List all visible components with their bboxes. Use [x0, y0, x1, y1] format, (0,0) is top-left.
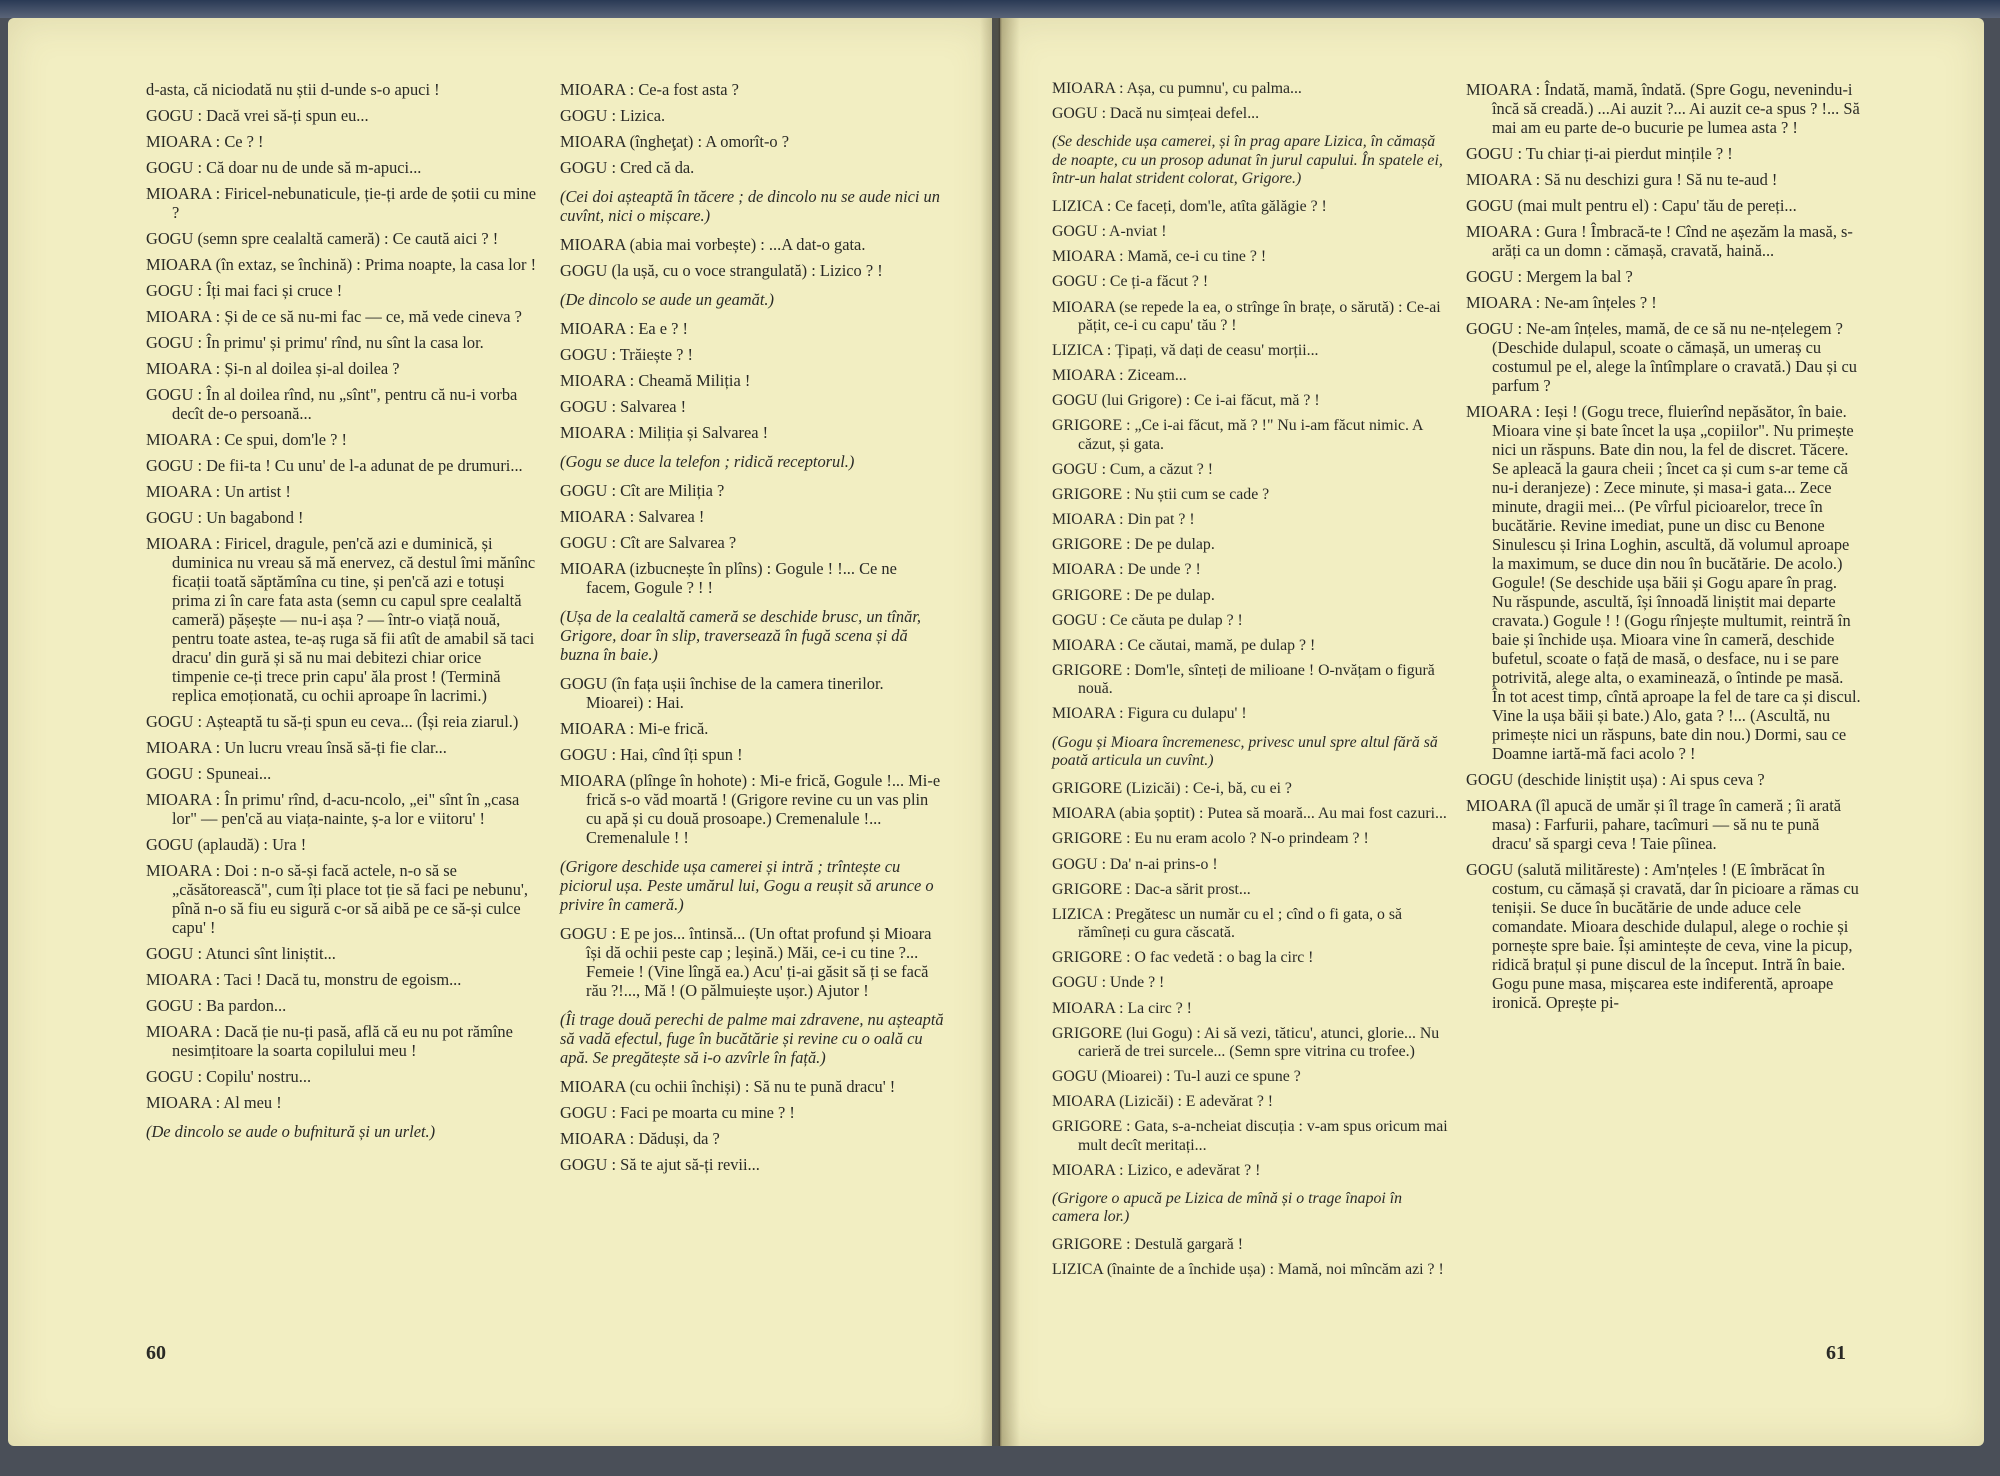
dialogue-line: GOGU : Un bagabond !	[146, 508, 304, 527]
dialogue-line: MIOARA : Un artist !	[146, 482, 291, 501]
dialogue-line: GOGU : Ce ți-a făcut ? !	[1052, 273, 1209, 291]
dialogue-line: GOGU : În primu' și primu' rînd, nu sînt la casa lor.	[146, 333, 484, 352]
stage-direction: (Gogu și Mioara încremenesc, privesc unul spre altul fără să poată articula un cuvînt.)	[1052, 733, 1438, 769]
dialogue-line: MIOARA (se repede la ea, o strînge în brațe, o sărută) : Ce-ai pățit, ce-i cu capu' tău ? !	[1052, 298, 1441, 334]
text-column-2	[560, 80, 945, 1181]
dialogue-line: GOGU : Unde ? !	[1052, 974, 1165, 992]
dialogue-line: MIOARA : Cheamă Miliția !	[560, 371, 751, 390]
dialogue-line: GRIGORE : De pe dulap.	[1052, 536, 1215, 554]
dialogue-line: GOGU : A-nviat !	[1052, 223, 1167, 241]
dialogue-line: GOGU (în fața ușii închise de la camera tinerilor. Mioarei) : Hai.	[560, 674, 884, 712]
dialogue-line: GOGU : Cît are Salvarea ?	[560, 533, 737, 552]
stage-direction: (Îi trage două perechi de palme mai zdravene, nu așteaptă să vadă efectul, fuge în bucătărie și revine cu o oală cu apă. Se pregătește să i-o azvîrle în față.)	[560, 1010, 944, 1067]
dialogue-line: GRIGORE : Dac-a sărit prost...	[1052, 880, 1251, 898]
page-number-left: 60	[146, 1342, 166, 1364]
dialogue-line: LIZICA : Ce faceți, dom'le, atîta gălăgie ? !	[1052, 197, 1327, 215]
text-column-4	[1466, 80, 1861, 1019]
dialogue-line: GOGU : Faci pe moarta cu mine ? !	[560, 1103, 795, 1122]
dialogue-line: GOGU : Cred că da.	[560, 158, 695, 177]
dialogue-line: GOGU : Mergem la bal ?	[1466, 267, 1633, 286]
dialogue-line: MIOARA : Lizico, e adevărat ? !	[1052, 1161, 1261, 1179]
dialogue-line: GOGU : În al doilea rînd, nu „sînt", pentru că nu-i vorba decît de-o persoană...	[146, 385, 518, 423]
dialogue-line: GRIGORE (Lizicăi) : Ce-i, bă, cu ei ?	[1052, 779, 1292, 797]
dialogue-line: GOGU : Cît are Miliția ?	[560, 481, 725, 500]
dialogue-line: MIOARA : Ieși ! (Gogu trece, fluierînd nepăsător, în baie. Mioara vine și bate încet la ușa „copiilor". Nu primește nici un răspuns. Bate din nou, la fel de discret. Tăcere. Se apleacă la gaura cheii ; încet ca și cum s-ar teme că nu-i deranjeze) : Zece minute, și masa-i gata... Zece minute, dragii mei... (Pe vîrful picioarelor, trece în bucătărie. Revine imediat, pune un disc cu Benone Sinulescu și Irina Loghin, ascultă, dă volumul aproape la maximum, se duce din nou în bucătărie. De acolo.) Gogule! (Se deschide ușa băii și Gogu apare în prag. Nu răspunde, ascultă, își înnoadă liniștit mai departe cravata.) Gogule ! ! (Gogu rînjește multumit, reintră în baie și închide ușa. Mioara vine în cameră, deschide bufetul, scoate o față de masă, o desface, nu i se pare potrivită, alege alta, o examinează, o întinde pe masă. În tot acest timp, cîntă aproape la fel de tare ca și discul. Vine la ușa băii și bate.) Alo, gata ? !... (Ascultă, nu primește nici un răspuns, bate din nou.) Dormi, sau ce Doamne iartă-mă faci acolo ? !	[1466, 402, 1861, 763]
book-gutter	[980, 18, 1020, 1446]
dialogue-line: MIOARA : În primu' rînd, d-acu-ncolo, „ei" sînt în „casa lor" — pen'că au viața-nainte, ș-a lor e viitoru' !	[146, 790, 520, 828]
dialogue-line: GRIGORE (lui Gogu) : Ai să vezi, tăticu', atunci, glorie... Nu carieră de trei surcele... (Semn spre vitrina cu trofee.)	[1052, 1024, 1440, 1060]
dialogue-line: MIOARA : Dacă ție nu-ți pasă, află că eu nu pot rămîne nesimțitoare la soarta copilului meu !	[146, 1022, 513, 1060]
dialogue-line: GRIGORE : De pe dulap.	[1052, 586, 1215, 604]
dialogue-line: GOGU : Ne-am înțeles, mamă, de ce să nu ne-nțelegem ? (Deschide dulapul, scoate o cămașă, un umeraș cu costumul pe el, alege la întîmplare o cravată.) Dau și cu parfum ?	[1466, 319, 1858, 395]
dialogue-line: GOGU (la ușă, cu o voce strangulată) : Lizico ? !	[560, 261, 883, 280]
dialogue-line: MIOARA : Și-n al doilea și-al doilea ?	[146, 359, 400, 378]
dialogue-line: GOGU : Lizica.	[560, 106, 666, 125]
book-cover-edge	[0, 0, 2000, 18]
dialogue-line: MIOARA (Lizicăi) : E adevărat ? !	[1052, 1093, 1274, 1111]
dialogue-line: GOGU : Cum, a căzut ? !	[1052, 460, 1213, 478]
text-column-1	[146, 80, 541, 1151]
dialogue-line: MIOARA (abia mai vorbește) : ...A dat-o gata.	[560, 235, 866, 254]
dialogue-line: MIOARA : Un lucru vreau însă să-ți fie clar...	[146, 738, 447, 757]
dialogue-line: MIOARA : Figura cu dulapu' !	[1052, 705, 1247, 723]
dialogue-line: MIOARA : Mamă, ce-i cu tine ? !	[1052, 248, 1267, 266]
stage-direction: (Ușa de la cealaltă cameră se deschide brusc, un tînăr, Grigore, doar în slip, traversează în fugă scena și dă buzna în baie.)	[560, 607, 921, 664]
dialogue-line: MIOARA : Ce spui, dom'le ? !	[146, 430, 347, 449]
dialogue-line: GRIGORE : Nu știi cum se cade ?	[1052, 485, 1270, 503]
dialogue-line: MIOARA (plînge în hohote) : Mi-e frică, Gogule !... Mi-e frică s-o văd moartă ! (Grigore revine cu un vas plin cu apă și cu două prosoape.) Cremenalule !... Cremenalule ! !	[560, 771, 941, 847]
dialogue-line: GOGU : Îți mai faci și cruce !	[146, 281, 343, 300]
dialogue-line: MIOARA : Taci ! Dacă tu, monstru de egoism...	[146, 970, 462, 989]
dialogue-line: MIOARA : Ea e ? !	[560, 319, 688, 338]
dialogue-line: MIOARA : Salvarea !	[560, 507, 705, 526]
dialogue-line: MIOARA : Dăduși, da ?	[560, 1129, 720, 1148]
dialogue-line: GOGU : Atunci sînt liniștit...	[146, 944, 336, 963]
dialogue-line: GOGU : Dacă vrei să-ți spun eu...	[146, 106, 369, 125]
stage-direction: (Grigore deschide ușa camerei și intră ; trîntește cu piciorul ușa. Peste umărul lui, Gogu a reușit să arunce o privire în cameră.)	[560, 857, 934, 914]
dialogue-line: GOGU : Să te ajut să-ți revii...	[560, 1155, 760, 1174]
dialogue-line: GOGU : Ce căuta pe dulap ? !	[1052, 611, 1243, 629]
dialogue-line: MIOARA (în extaz, se închină) : Prima noapte, la casa lor !	[146, 255, 537, 274]
dialogue-line: GOGU : De fii-ta ! Cu unu' de l-a adunat de pe drumuri...	[146, 456, 523, 475]
dialogue-line: GOGU : Așteaptă tu să-ți spun eu ceva... (Își reia ziarul.)	[146, 712, 519, 731]
dialogue-line: MIOARA : Ce-a fost asta ?	[560, 80, 739, 99]
dialogue-line: GOGU : Copilu' nostru...	[146, 1067, 312, 1086]
dialogue-line: GOGU : Tu chiar ți-ai pierdut mințile ? !	[1466, 144, 1733, 163]
page-number-right: 61	[1826, 1342, 1846, 1364]
dialogue-line: GOGU (aplaudă) : Ura !	[146, 835, 307, 854]
dialogue-line: LIZICA (înainte de a închide ușa) : Mamă, noi mîncăm azi ? !	[1052, 1261, 1444, 1279]
dialogue-line: MIOARA : Gura ! Îmbracă-te ! Cînd ne așezăm la masă, s-arăți ca un domn : cămașă, cravată, haină...	[1466, 222, 1853, 260]
dialogue-line: MIOARA : Firicel-nebunaticule, ție-ți arde de șotii cu mine ?	[146, 184, 537, 222]
dialogue-line: GOGU : Salvarea !	[560, 397, 687, 416]
dialogue-line: MIOARA : Din pat ? !	[1052, 511, 1195, 529]
dialogue-line: GRIGORE : Eu nu eram acolo ? N-o prindeam ? !	[1052, 830, 1369, 848]
stage-direction: (Se deschide ușa camerei, și în prag apare Lizica, în cămașă de noapte, cu un prosop adunat în jurul capului. În spatele ei, într-un halat strident colorat, Grigore.)	[1052, 133, 1443, 187]
dialogue-line: GOGU (deschide liniștit ușa) : Ai spus ceva ?	[1466, 770, 1765, 789]
dialogue-line: MIOARA (izbucnește în plîns) : Gogule ! !... Ce ne facem, Gogule ? ! !	[560, 559, 897, 597]
stage-direction: (Grigore o apucă pe Lizica de mînă și o trage înapoi în camera lor.)	[1052, 1189, 1402, 1226]
stage-direction: (De dincolo se aude un geamăt.)	[560, 290, 774, 309]
dialogue-line: MIOARA : Mi-e frică.	[560, 719, 709, 738]
dialogue-line: MIOARA : Să nu deschizi gura ! Să nu te-aud !	[1466, 170, 1778, 189]
dialogue-line: GRIGORE : Dom'le, sînteți de milioane ! O-nvățam o figură nouă.	[1052, 662, 1435, 698]
dialogue-line: MIOARA (îngheţat) : A omorît-o ?	[560, 132, 789, 151]
dialogue-line: MIOARA : Al meu !	[146, 1093, 282, 1112]
dialogue-line: MIOARA : La circ ? !	[1052, 999, 1192, 1017]
stage-direction: (Gogu se duce la telefon ; ridică receptorul.)	[560, 452, 855, 471]
dialogue-line: GOGU : Dacă nu simțeai defel...	[1052, 105, 1260, 123]
dialogue-line: GRIGORE : „Ce i-ai făcut, mă ? !" Nu i-am făcut nimic. A căzut, și gata.	[1052, 417, 1423, 453]
dialogue-line: MIOARA : Ce căutai, mamă, pe dulap ? !	[1052, 636, 1316, 654]
dialogue-line: GRIGORE : Gata, s-a-ncheiat discuția : v-am spus oricum mai mult decît meritați...	[1052, 1118, 1448, 1154]
dialogue-line: MIOARA (abia șoptit) : Putea să moară... Au mai fost cazuri...	[1052, 805, 1447, 823]
dialogue-line: LIZICA : Țipați, vă dați de ceasu' morții...	[1052, 341, 1319, 359]
dialogue-line: GOGU : E pe jos... întinsă... (Un oftat profund și Mioara își dă ochii peste cap ; leșină.) Măi, ce-i cu tine ?... Femeie ! (Vine lîngă ea.) Acu' ți-ai găsit să ți se facă rău ?!..., Mă ! (O pălmuiește ușor.) Ajutor !	[560, 924, 932, 1000]
dialogue-line: GOGU : Trăiește ? !	[560, 345, 693, 364]
dialogue-line: GOGU : Că doar nu de unde să m-apuci...	[146, 158, 422, 177]
dialogue-line: GOGU (Mioarei) : Tu-l auzi ce spune ?	[1052, 1068, 1301, 1086]
stage-direction: (De dincolo se aude o bufnitură și un urlet.)	[146, 1122, 436, 1141]
dialogue-line: GRIGORE : O fac vedetă : o bag la circ !	[1052, 949, 1314, 967]
dialogue-line: MIOARA : Doi : n-o să-și facă actele, n-o să se „căsătorească", cum îți place tot ție să faci pe nebunu', pînă n-o să fiu eu sigură c-or să aibă pe ce să-și culce capu' !	[146, 861, 528, 937]
dialogue-line: MIOARA (cu ochii închiși) : Să nu te pună dracu' !	[560, 1077, 896, 1096]
dialogue-line: MIOARA : Ziceam...	[1052, 367, 1187, 385]
dialogue-line: MIOARA : Așa, cu pumnu', cu palma...	[1052, 80, 1302, 97]
stage-direction: (Cei doi așteaptă în tăcere ; de dincolo nu se aude nici un cuvînt, nici o mișcare.)	[560, 187, 940, 225]
dialogue-line: GOGU : Hai, cînd îți spun !	[560, 745, 743, 764]
dialogue-line: GOGU (salută milităreste) : Am'nțeles ! (E îmbrăcat în costum, cu cămașă și cravată, dar în picioare a rămas cu tenișii. Se duce în bucătărie de unde aduce cele comandate. Mioara deschide dulapul, alege o rochie și pornește spre baie. Își amintește de ceva, vine la picup, ridică brațul și pune discul de la început. Intră în baie. Gogu pune masa, mișcarea este indiferentă, aproape ironică. Oprește pi-	[1466, 860, 1859, 1012]
dialogue-line: GOGU (lui Grigore) : Ce i-ai făcut, mă ? !	[1052, 392, 1320, 410]
dialogue-line: MIOARA : Îndată, mamă, îndată. (Spre Gogu, nevenindu-i încă să creadă.) ...Ai auzit ?... Ai auzit ce-a spus ? !... Să mai am eu parte de-o bucurie pe lumea asta ? !	[1466, 80, 1860, 137]
dialogue-line: MIOARA : Miliția și Salvarea !	[560, 423, 769, 442]
dialogue-line: MIOARA : Ce ? !	[146, 132, 264, 151]
dialogue-line: GRIGORE : Destulă gargară !	[1052, 1236, 1243, 1254]
dialogue-line: d-asta, că niciodată nu știi d-unde s-o apuci !	[146, 80, 440, 99]
dialogue-line: GOGU : Da' n-ai prins-o !	[1052, 855, 1218, 873]
dialogue-line: GOGU (mai mult pentru el) : Capu' tău de pereți...	[1466, 196, 1797, 215]
dialogue-line: GOGU (semn spre cealaltă cameră) : Ce caută aici ? !	[146, 229, 499, 248]
text-column-3	[1052, 80, 1448, 1287]
dialogue-line: GOGU : Ba pardon...	[146, 996, 287, 1015]
dialogue-line: MIOARA (îl apucă de umăr și îl trage în cameră ; îi arată masa) : Farfurii, pahare, tacîmuri — să nu te pună dracu' să spargi ceva ! Taie pîinea.	[1466, 796, 1842, 853]
dialogue-line: GOGU : Spuneai...	[146, 764, 272, 783]
dialogue-line: LIZICA : Pregătesc un număr cu el ; cînd o fi gata, o să rămîneți cu gura căscată.	[1052, 905, 1403, 942]
dialogue-line: MIOARA : De unde ? !	[1052, 561, 1201, 579]
dialogue-line: MIOARA : Firicel, dragule, pen'că azi e duminică, și duminica nu vreau să mă enervez, că destul îmi mănînc ficații toată săptămîna cu tine, și pen'că azi e totuși prima zi în care fata asta (semn cu capul spre cealaltă cameră) pășește — nu-i așa ? — într-o viață nouă, pentru toate astea, te-aș ruga să fii atît de amabil să taci dracu' din gură și să nu mai debitezi chiar orice timpenie ce-ți trece prin capu' ăla prost ! (Termină replica emoționată, cu ochii aproape în lacrimi.)	[146, 534, 536, 705]
dialogue-line: MIOARA : Ne-am înțeles ? !	[1466, 293, 1657, 312]
dialogue-line: MIOARA : Și de ce să nu-mi fac — ce, mă vede cineva ?	[146, 307, 522, 326]
